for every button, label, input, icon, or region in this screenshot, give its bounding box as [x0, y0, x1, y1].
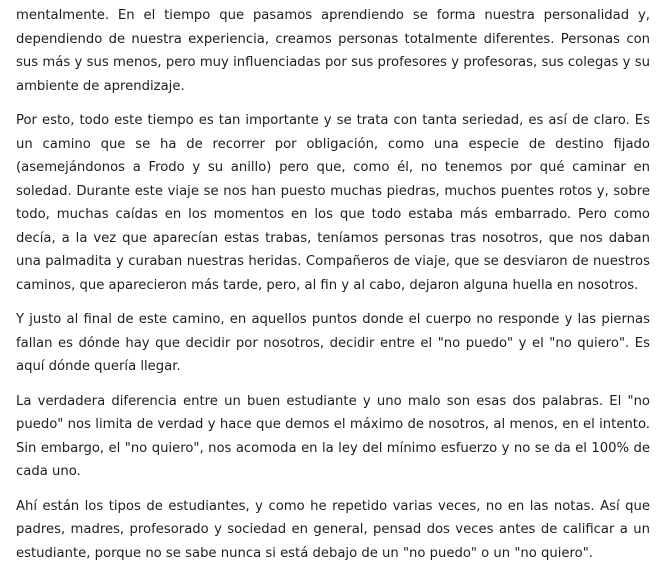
paragraph-2: Por esto, todo este tiempo es tan importante y se trata con tanta seriedad, es así de claro. Es un camino que se ha de recorrer por obligación, como una especie de destino fijado (asemejándonos a Frodo y su anillo) pero que, como él, no tenemos por qué caminar en soledad. Durante este viaje se nos han puesto muchas piedras, muchos puentes rotos y, sobre todo, muchas caídas en los momentos en los que todo estaba más embarrado. Pero como decía, a la vez que aparecían estas trabas, teníamos personas tras nosotros, que nos daban una palmadita y curaban nuestras heridas. Compañeros de viaje, que se desviaron de nuestros caminos, que aparecieron más tarde, pero, al fin y al cabo, dejaron alguna huella en nosotros.	[16, 113, 650, 293]
paragraph-4: La verdadera diferencia entre un buen estudiante y uno malo son esas dos palabras. El "no puedo" nos limita de verdad y hace que demos el máximo de nosotros, al menos, en el intento. Sin embargo, el "no quiero", nos acomoda en la ley del mínimo esfuerzo y no se da el 100% de cada uno.	[16, 393, 650, 479]
paragraph-5: Ahí están los tipos de estudiantes, y como he repetido varias veces, no en las notas. Así que padres, madres, profesorado y sociedad en general, pensad dos veces antes de calificar a un estudiante, porque no se sabe nunca si está debajo de un "no puedo" o un "no quiero".	[16, 498, 650, 561]
article-body	[16, 4, 650, 576]
paragraph-3: Y justo al final de este camino, en aquellos puntos donde el cuerpo no responde y las piernas fallan es dónde hay que decidir por nosotros, decidir entre el "no puedo" y el "no quiero". Es aquí dónde quería llegar.	[16, 312, 650, 374]
paragraph-1: mentalmente. En el tiempo que pasamos aprendiendo se forma nuestra personalidad y, dependiendo de nuestra experiencia, creamos personas totalmente diferentes. Personas con sus más y sus menos, pero muy influenciadas por sus profesores y profesoras, sus colegas y su ambiente de aprendizaje.	[16, 8, 650, 94]
